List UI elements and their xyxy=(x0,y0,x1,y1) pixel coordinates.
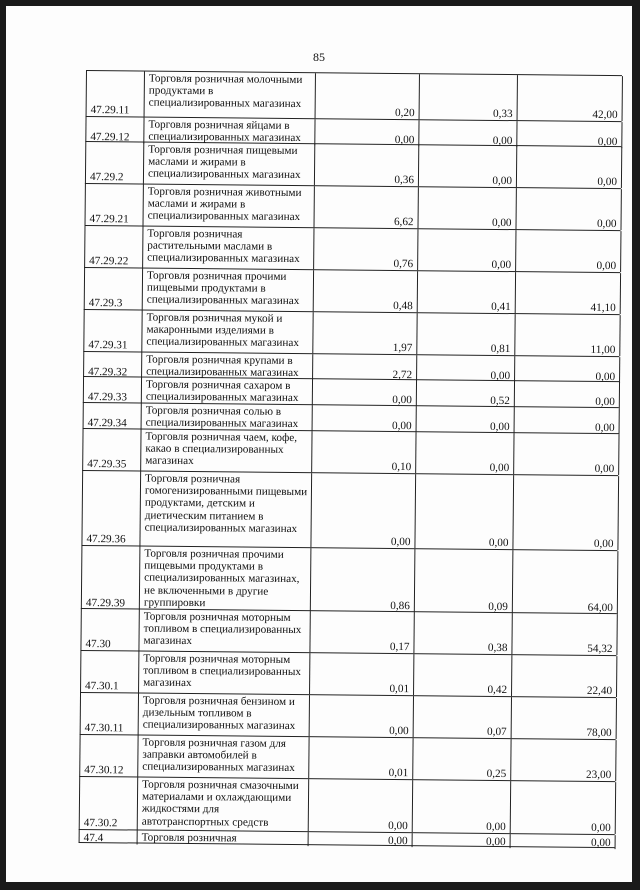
activity-name-cell xyxy=(143,269,314,312)
okved-code-cell: 47.30.1 xyxy=(81,651,139,693)
activity-name-cell xyxy=(141,430,312,473)
table-row xyxy=(85,142,621,189)
value-cell-2: 0,41 xyxy=(418,271,516,313)
table-row xyxy=(81,546,618,614)
activity-name-cell xyxy=(145,72,316,119)
okved-code-cell: 47.30.11 xyxy=(81,693,139,735)
value-cell-2: 0,07 xyxy=(414,696,512,738)
okved-code-cell: 47.30 xyxy=(81,609,139,651)
value-cell-1: 0,00 xyxy=(315,119,419,146)
activity-name-text: Торговля розничная моторным топливом в специализированных магазинах xyxy=(143,652,302,690)
value-cell-3: 0,00 xyxy=(515,407,620,434)
value-cell-3: 22,40 xyxy=(512,655,617,697)
value-cell-3: 23,00 xyxy=(511,739,616,781)
activity-name-text: Торговля розничная гомогенизированными пищевыми продуктами, детским и диетическим питанием в специализированных магазинах xyxy=(144,472,308,535)
okved-code-cell: 47.4 xyxy=(80,830,138,845)
activity-name-cell xyxy=(142,404,313,432)
value-cell-2: 0,00 xyxy=(413,833,511,848)
value-cell-2: 0,81 xyxy=(417,313,515,355)
activity-name-text: Торговля розничная газом для заправки автомобилей в специализированных магазинах xyxy=(142,736,295,775)
value-cell-2: 0,00 xyxy=(417,406,515,433)
value-cell-3: 0,00 xyxy=(515,356,620,383)
activity-name-text: Торговля розничная прочими пищевыми продуктами в специализированных магазинах, не включенными в другие группировки xyxy=(143,547,300,609)
activity-name-text: Торговля розничная xyxy=(141,831,237,845)
activity-name-text: Торговля розничная моторным топливом в специализированных магазинах xyxy=(143,610,302,648)
value-cell-3: 11,00 xyxy=(515,314,620,356)
value-cell-1: 0,48 xyxy=(314,270,418,312)
value-cell-2: 0,00 xyxy=(416,432,514,474)
activity-name-cell xyxy=(139,652,310,695)
activity-name-text: Торговля розничная яйцами в специализированных магазинах xyxy=(148,118,301,145)
activity-name-cell xyxy=(138,778,309,832)
value-cell-1: 0,10 xyxy=(312,431,416,473)
value-cell-3: 0,00 xyxy=(514,433,619,475)
value-cell-2: 0,52 xyxy=(417,380,515,407)
activity-name-text: Торговля розничная смазочными материалами и охлаждающими жидкостями для автотранспортных средств xyxy=(141,778,299,829)
table-row xyxy=(84,226,620,273)
activity-name-cell xyxy=(138,736,309,779)
okved-code-cell: 47.30.12 xyxy=(80,735,138,777)
value-cell-2: 0,00 xyxy=(413,780,511,833)
okved-code-cell: 47.29.35 xyxy=(83,429,141,471)
value-cell-3: 0,00 xyxy=(513,475,619,550)
okved-code-cell: 47.29.22 xyxy=(85,226,143,268)
value-cell-3: 41,10 xyxy=(516,272,621,314)
activity-name-text: Торговля розничная прочими пищевыми продуктами в специализированных магазинах xyxy=(146,269,300,308)
okved-code-cell: 47.29.12 xyxy=(86,117,144,144)
value-cell-2: 0,25 xyxy=(413,738,511,780)
okved-code-cell: 47.29.2 xyxy=(86,142,144,184)
value-cell-2: 0,00 xyxy=(415,474,514,549)
table-row xyxy=(86,71,622,122)
value-cell-1: 0,00 xyxy=(309,779,413,832)
data-table xyxy=(79,70,622,848)
value-cell-3: 64,00 xyxy=(513,550,619,614)
value-cell-1: 6,62 xyxy=(315,186,419,228)
activity-name-text: Торговля розничная мукой и макаронными изделиями в специализированных магазинах xyxy=(146,311,300,350)
okved-code-cell: 47.29.39 xyxy=(82,546,141,610)
value-cell-1: 0,36 xyxy=(315,144,419,186)
value-cell-1: 0,00 xyxy=(313,379,417,406)
value-cell-3: 0,00 xyxy=(516,230,621,272)
document-page xyxy=(6,6,632,882)
okved-code-cell: 47.29.34 xyxy=(84,403,142,430)
value-cell-2: 0,38 xyxy=(414,612,512,654)
value-cell-1: 0,01 xyxy=(310,653,414,695)
table-row xyxy=(82,429,618,476)
value-cell-2: 0,00 xyxy=(417,355,515,382)
activity-name-text: Торговля розничная бензином и дизельным топливом в специализированных магазинах xyxy=(142,694,296,733)
value-cell-1: 0,86 xyxy=(311,548,416,612)
activity-name-cell xyxy=(140,547,312,612)
activity-name-cell xyxy=(139,610,310,653)
value-cell-1: 1,97 xyxy=(313,312,417,354)
table-row xyxy=(80,609,616,656)
okved-code-cell: 47.29.31 xyxy=(84,310,142,352)
table-row xyxy=(80,651,616,698)
value-cell-1: 0,20 xyxy=(316,73,420,119)
okved-code-cell: 47.29.32 xyxy=(84,352,142,379)
value-cell-3: 0,00 xyxy=(511,781,616,834)
activity-name-cell xyxy=(138,831,309,847)
value-cell-1: 0,00 xyxy=(311,473,416,548)
activity-name-cell xyxy=(143,227,314,270)
table-row xyxy=(80,693,616,740)
activity-name-text: Торговля розничная растительными маслами в специализированных магазинах xyxy=(147,227,300,266)
value-cell-3: 54,32 xyxy=(512,613,617,655)
value-cell-3: 0,00 xyxy=(517,146,622,188)
value-cell-3: 0,00 xyxy=(511,834,616,849)
activity-name-text: Торговля розничная сахаром в специализированных магазинах xyxy=(145,378,299,405)
activity-name-text: Торговля розничная животными маслами и жирами в специализированных магазинах xyxy=(147,185,302,224)
value-cell-1: 2,72 xyxy=(313,354,417,381)
value-cell-2: 0,00 xyxy=(419,120,517,147)
activity-name-text: Торговля розничная солью в специализированных магазинах xyxy=(145,404,299,431)
okved-code-cell: 47.29.33 xyxy=(84,377,142,404)
okved-code-cell: 47.29.21 xyxy=(86,184,144,226)
value-cell-2: 0,42 xyxy=(414,654,512,696)
table-row xyxy=(85,184,621,231)
activity-name-text: Торговля розничная крупами в специализированных магазинах xyxy=(146,353,299,380)
value-cell-1: 0,00 xyxy=(310,695,414,737)
value-cell-3: 0,00 xyxy=(516,188,621,230)
table-row xyxy=(79,735,615,782)
value-cell-3: 0,00 xyxy=(517,121,622,148)
page-number: 85 xyxy=(313,50,325,64)
value-cell-2: 0,00 xyxy=(418,229,516,271)
activity-name-cell xyxy=(142,353,313,381)
activity-name-text: Торговля розничная пищевыми маслами и жирами в специализированных магазинах xyxy=(147,143,301,182)
value-cell-1: 0,17 xyxy=(310,611,414,653)
okved-code-cell: 47.30.2 xyxy=(80,777,138,830)
value-cell-3: 0,00 xyxy=(515,381,620,408)
value-cell-1: 0,01 xyxy=(309,737,413,779)
value-cell-3: 78,00 xyxy=(512,697,617,739)
okved-code-cell: 47.29.36 xyxy=(82,471,141,546)
table-row xyxy=(81,471,618,551)
value-cell-2: 0,33 xyxy=(420,74,518,120)
value-cell-2: 0,00 xyxy=(419,145,517,187)
activity-name-cell xyxy=(144,118,315,146)
value-cell-2: 0,09 xyxy=(415,549,514,613)
table-row xyxy=(84,268,620,315)
okved-code-cell: 47.29.11 xyxy=(87,71,145,117)
table-row xyxy=(83,310,619,357)
value-cell-3: 42,00 xyxy=(518,75,623,121)
value-cell-1: 0,00 xyxy=(313,405,417,432)
activity-name-text: Торговля розничная молочными продуктами в специализированных магазинах xyxy=(148,72,303,111)
table-row xyxy=(79,777,615,835)
activity-name-cell xyxy=(139,694,310,737)
activity-name-text: Торговля розничная чаем, кофе, какао в специализированных магазинах xyxy=(145,430,298,468)
activity-name-cell xyxy=(142,378,313,406)
okved-code-cell: 47.29.3 xyxy=(85,268,143,310)
value-cell-1: 0,00 xyxy=(309,832,413,847)
activity-name-cell xyxy=(140,472,312,548)
activity-name-cell xyxy=(142,311,313,354)
activity-name-cell xyxy=(144,185,315,228)
value-cell-1: 0,76 xyxy=(314,228,418,270)
activity-name-cell xyxy=(144,143,315,186)
value-cell-2: 0,00 xyxy=(418,187,516,229)
